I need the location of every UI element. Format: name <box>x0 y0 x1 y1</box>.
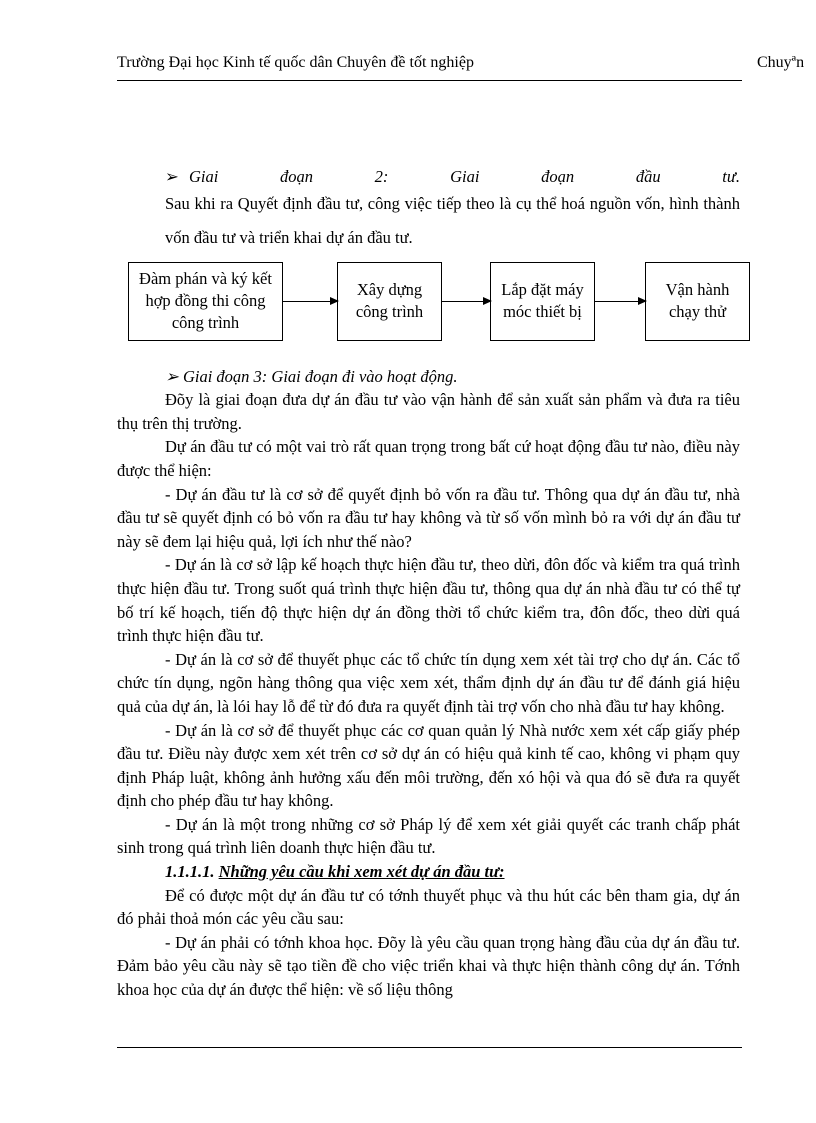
stage3-heading: ➢ Giai đoạn 3: Giai đoạn đi vào hoạt động. <box>165 366 458 386</box>
paragraph: - Dự án phải có tớnh khoa học. Đõy là yêu cầu quan trọng hàng đầu của dự án đầu tư. Đảm bảo yêu cầu này sẽ tạo tiền đề cho việc triển khai và thực hiện thành công dự án. Tớnh khoa học của dự án được thể hiện: về số liệu thông <box>117 932 740 1000</box>
header-title: Trường Đại học Kinh tế quốc dân Chuyên đề tốt nghiệp <box>117 54 474 71</box>
arrow-bullet-icon: ➢ <box>165 167 179 186</box>
flow-arrow <box>595 301 645 302</box>
flow-box: Xây dựng công trình <box>337 262 442 341</box>
stage2-word: Giai <box>450 167 480 186</box>
flow-box: Lắp đặt máy móc thiết bị <box>490 262 595 341</box>
stage2-word: đầu <box>635 167 661 186</box>
stage2-heading <box>117 165 740 189</box>
paragraph: Đõy là giai đoạn đưa dự án đầu tư vào vận hành để sản xuất sản phẩm và đưa ra tiêu thụ trên thị trường. <box>117 390 740 433</box>
paragraph: - Dự án là một trong những cơ sở Pháp lý để xem xét giải quyết các tranh chấp phát sinh trong quá trình liên doanh thực hiện đầu tư. <box>117 814 740 858</box>
section-number: 1.1.1.1. <box>165 862 215 882</box>
paragraph: - Dự án là cơ sở để thuyết phục các cơ quan quản lý Nhà nước xem xét cấp giấy phép đầu tư. Điều này được xem xét trên cơ sở dự án có hiệu quả kinh tế cao, không vi phạm quy định Pháp luật, không ảnh hưởng xấu đến môi trường, đến xó hội và qua đó sẽ đưa ra quyết định cho phép đầu tư hay không. <box>117 720 740 811</box>
section-title: Những yêu cầu khi xem xét dự án đầu tư: <box>218 862 505 882</box>
flow-arrow <box>283 301 337 302</box>
flow-box: Đàm phán và ký kết hợp đồng thi công công trình <box>128 262 283 341</box>
stage2-word-1 <box>165 165 218 189</box>
section-heading <box>117 860 740 884</box>
stage2-word: đoạn <box>541 167 575 186</box>
stage2-word: đoạn <box>279 167 313 186</box>
paragraph: - Dự án là cơ sở lập kế hoạch thực hiện đầu tư, theo dừi, đôn đốc và kiểm tra quá trình thực hiện đầu tư. Trong suốt quá trình thực hiện đầu tư, thông qua dự án nhà đầu tư có thể tự bố trí kế hoạch, tiến độ thực hiện dự án đồng thời tổ chức kiểm tra, đôn đốc, theo dừi quá trình thực hiện đầu tư. <box>117 555 740 646</box>
header-right-text: Chuyªn <box>757 54 805 71</box>
flow-arrow <box>442 301 490 302</box>
flow-diagram <box>117 255 740 365</box>
stage2-body: Sau khi ra Quyết định đầu tư, công việc tiếp theo là cụ thể hoá nguồn vốn, hình thành vốn đầu tư và triển khai dự án đầu tư. <box>165 193 740 247</box>
document-body <box>117 165 740 1002</box>
footer-rule <box>117 1047 742 1048</box>
paragraph: Dự án đầu tư có một vai trò rất quan trọng trong bất cứ hoạt động đầu tư nào, điều này được thể hiện: <box>117 437 740 480</box>
paragraph: - Dự án là cơ sở để thuyết phục các tổ chức tín dụng xem xét tài trợ cho dự án. Các tổ chức tín dụng, ngõn hàng thông qua việc xem xét, thẩm định dự án đầu tư để đánh giá hiệu quả của dự án, là lói hay lỗ để từ đó đưa ra quyết định tài trợ vốn cho nhà đầu tư hay không. <box>117 649 740 716</box>
stage2-word: 2: <box>374 167 389 186</box>
flow-box: Vận hành chạy thử <box>645 262 750 341</box>
page-header <box>117 54 816 80</box>
header-rule <box>117 80 742 81</box>
stage2-word: tư. <box>722 167 740 186</box>
stage2-word: Giai <box>188 167 219 186</box>
paragraph: Để có được một dự án đầu tư có tớnh thuyết phục và thu hút các bên tham gia, dự án đó phải thoả món các yêu cầu sau: <box>117 885 740 929</box>
paragraph: - Dự án đầu tư là cơ sở để quyết định bỏ vốn ra đầu tư. Thông qua dự án đầu tư, nhà đầu tư sẽ quyết định có bỏ vốn ra đầu tư hay không và từ số vốn mình bỏ ra với dự án đầu tư này sẽ đem lại hiệu quả, lợi ích như thế nào? <box>117 484 740 551</box>
